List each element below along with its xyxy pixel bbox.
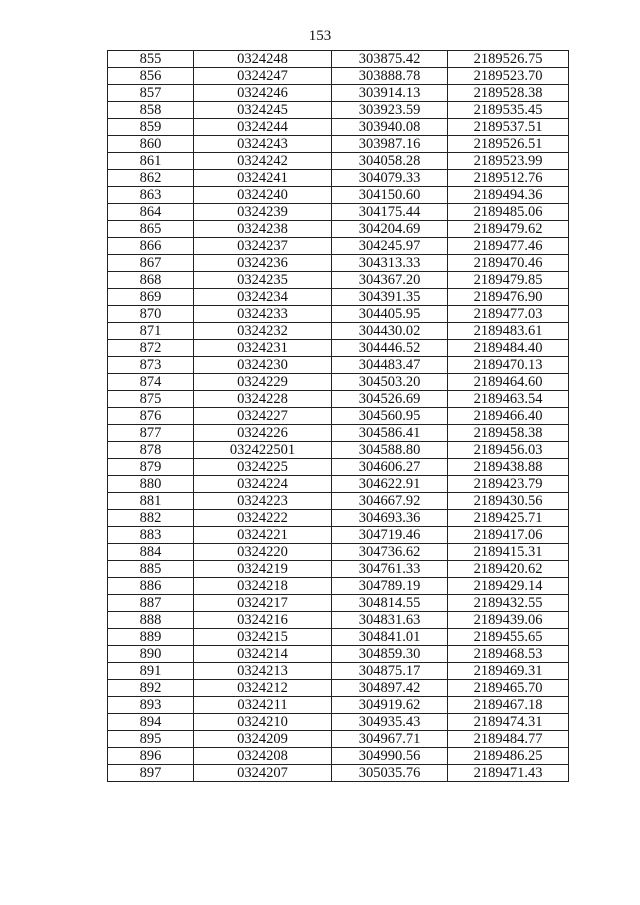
row-number-cell: 874: [108, 374, 194, 391]
x-coordinate-cell: 304667.92: [332, 493, 448, 510]
row-number-cell: 872: [108, 340, 194, 357]
table-row: [108, 408, 569, 425]
y-coordinate-cell: 2189464.60: [448, 374, 569, 391]
point-id-cell: 0324218: [194, 578, 332, 595]
point-id-cell: 0324241: [194, 170, 332, 187]
table-row: [108, 425, 569, 442]
table-row: [108, 612, 569, 629]
point-id-cell: 0324216: [194, 612, 332, 629]
y-coordinate-cell: 2189429.14: [448, 578, 569, 595]
x-coordinate-cell: 304391.35: [332, 289, 448, 306]
x-coordinate-cell: 304719.46: [332, 527, 448, 544]
row-number-cell: 895: [108, 731, 194, 748]
row-number-cell: 863: [108, 187, 194, 204]
point-id-cell: 0324245: [194, 102, 332, 119]
y-coordinate-cell: 2189467.18: [448, 697, 569, 714]
row-number-cell: 885: [108, 561, 194, 578]
point-id-cell: 0324222: [194, 510, 332, 527]
point-id-cell: 0324238: [194, 221, 332, 238]
x-coordinate-cell: 304245.97: [332, 238, 448, 255]
table-row: [108, 102, 569, 119]
table-row: [108, 119, 569, 136]
point-id-cell: 0324223: [194, 493, 332, 510]
point-id-cell: 032422501: [194, 442, 332, 459]
y-coordinate-cell: 2189479.62: [448, 221, 569, 238]
x-coordinate-cell: 304990.56: [332, 748, 448, 765]
x-coordinate-cell: 304875.17: [332, 663, 448, 680]
table-row: [108, 629, 569, 646]
row-number-cell: 896: [108, 748, 194, 765]
row-number-cell: 888: [108, 612, 194, 629]
y-coordinate-cell: 2189484.40: [448, 340, 569, 357]
table-row: [108, 510, 569, 527]
y-coordinate-cell: 2189485.06: [448, 204, 569, 221]
y-coordinate-cell: 2189476.90: [448, 289, 569, 306]
x-coordinate-cell: 304897.42: [332, 680, 448, 697]
table-row: [108, 680, 569, 697]
row-number-cell: 884: [108, 544, 194, 561]
table-row: [108, 51, 569, 68]
table-row: [108, 476, 569, 493]
x-coordinate-cell: 304204.69: [332, 221, 448, 238]
x-coordinate-cell: 304150.60: [332, 187, 448, 204]
x-coordinate-cell: 303940.08: [332, 119, 448, 136]
y-coordinate-cell: 2189430.56: [448, 493, 569, 510]
x-coordinate-cell: 304859.30: [332, 646, 448, 663]
row-number-cell: 891: [108, 663, 194, 680]
y-coordinate-cell: 2189471.43: [448, 765, 569, 782]
y-coordinate-cell: 2189470.46: [448, 255, 569, 272]
point-id-cell: 0324209: [194, 731, 332, 748]
y-coordinate-cell: 2189432.55: [448, 595, 569, 612]
point-id-cell: 0324208: [194, 748, 332, 765]
point-id-cell: 0324232: [194, 323, 332, 340]
table-row: [108, 357, 569, 374]
y-coordinate-cell: 2189469.31: [448, 663, 569, 680]
coordinates-table: [107, 50, 569, 782]
y-coordinate-cell: 2189484.77: [448, 731, 569, 748]
row-number-cell: 883: [108, 527, 194, 544]
x-coordinate-cell: 304588.80: [332, 442, 448, 459]
row-number-cell: 868: [108, 272, 194, 289]
table-row: [108, 765, 569, 782]
row-number-cell: 873: [108, 357, 194, 374]
row-number-cell: 859: [108, 119, 194, 136]
table-row: [108, 323, 569, 340]
row-number-cell: 881: [108, 493, 194, 510]
y-coordinate-cell: 2189458.38: [448, 425, 569, 442]
y-coordinate-cell: 2189477.46: [448, 238, 569, 255]
table-body: [108, 51, 569, 782]
table-row: [108, 595, 569, 612]
table-row: [108, 306, 569, 323]
x-coordinate-cell: 304736.62: [332, 544, 448, 561]
point-id-cell: 0324240: [194, 187, 332, 204]
x-coordinate-cell: 304560.95: [332, 408, 448, 425]
point-id-cell: 0324248: [194, 51, 332, 68]
row-number-cell: 875: [108, 391, 194, 408]
y-coordinate-cell: 2189483.61: [448, 323, 569, 340]
y-coordinate-cell: 2189420.62: [448, 561, 569, 578]
table-row: [108, 493, 569, 510]
y-coordinate-cell: 2189468.53: [448, 646, 569, 663]
row-number-cell: 869: [108, 289, 194, 306]
point-id-cell: 0324246: [194, 85, 332, 102]
x-coordinate-cell: 304526.69: [332, 391, 448, 408]
table-row: [108, 204, 569, 221]
x-coordinate-cell: 304761.33: [332, 561, 448, 578]
point-id-cell: 0324226: [194, 425, 332, 442]
x-coordinate-cell: 304405.95: [332, 306, 448, 323]
row-number-cell: 877: [108, 425, 194, 442]
point-id-cell: 0324239: [194, 204, 332, 221]
row-number-cell: 865: [108, 221, 194, 238]
x-coordinate-cell: 303923.59: [332, 102, 448, 119]
y-coordinate-cell: 2189479.85: [448, 272, 569, 289]
point-id-cell: 0324233: [194, 306, 332, 323]
x-coordinate-cell: 304935.43: [332, 714, 448, 731]
table-row: [108, 85, 569, 102]
y-coordinate-cell: 2189477.03: [448, 306, 569, 323]
x-coordinate-cell: 304446.52: [332, 340, 448, 357]
table-row: [108, 68, 569, 85]
point-id-cell: 0324225: [194, 459, 332, 476]
point-id-cell: 0324243: [194, 136, 332, 153]
row-number-cell: 856: [108, 68, 194, 85]
table-row: [108, 527, 569, 544]
row-number-cell: 879: [108, 459, 194, 476]
point-id-cell: 0324236: [194, 255, 332, 272]
y-coordinate-cell: 2189423.79: [448, 476, 569, 493]
table-row: [108, 391, 569, 408]
row-number-cell: 889: [108, 629, 194, 646]
table-row: [108, 238, 569, 255]
x-coordinate-cell: 304967.71: [332, 731, 448, 748]
row-number-cell: 894: [108, 714, 194, 731]
point-id-cell: 0324212: [194, 680, 332, 697]
point-id-cell: 0324224: [194, 476, 332, 493]
table-row: [108, 272, 569, 289]
y-coordinate-cell: 2189474.31: [448, 714, 569, 731]
point-id-cell: 0324228: [194, 391, 332, 408]
y-coordinate-cell: 2189463.54: [448, 391, 569, 408]
x-coordinate-cell: 304841.01: [332, 629, 448, 646]
y-coordinate-cell: 2189526.75: [448, 51, 569, 68]
table-row: [108, 748, 569, 765]
row-number-cell: 882: [108, 510, 194, 527]
row-number-cell: 876: [108, 408, 194, 425]
point-id-cell: 0324231: [194, 340, 332, 357]
y-coordinate-cell: 2189486.25: [448, 748, 569, 765]
y-coordinate-cell: 2189526.51: [448, 136, 569, 153]
table-row: [108, 731, 569, 748]
x-coordinate-cell: 304814.55: [332, 595, 448, 612]
row-number-cell: 897: [108, 765, 194, 782]
table-row: [108, 187, 569, 204]
x-coordinate-cell: 304622.91: [332, 476, 448, 493]
x-coordinate-cell: 304789.19: [332, 578, 448, 595]
x-coordinate-cell: 304430.02: [332, 323, 448, 340]
x-coordinate-cell: 304175.44: [332, 204, 448, 221]
point-id-cell: 0324235: [194, 272, 332, 289]
y-coordinate-cell: 2189438.88: [448, 459, 569, 476]
table-row: [108, 646, 569, 663]
point-id-cell: 0324227: [194, 408, 332, 425]
row-number-cell: 860: [108, 136, 194, 153]
row-number-cell: 857: [108, 85, 194, 102]
table-row: [108, 663, 569, 680]
table-row: [108, 561, 569, 578]
point-id-cell: 0324229: [194, 374, 332, 391]
row-number-cell: 861: [108, 153, 194, 170]
y-coordinate-cell: 2189456.03: [448, 442, 569, 459]
point-id-cell: 0324234: [194, 289, 332, 306]
point-id-cell: 0324219: [194, 561, 332, 578]
y-coordinate-cell: 2189528.38: [448, 85, 569, 102]
y-coordinate-cell: 2189466.40: [448, 408, 569, 425]
table-row: [108, 459, 569, 476]
point-id-cell: 0324244: [194, 119, 332, 136]
page-number: 153: [308, 28, 332, 44]
table-row: [108, 340, 569, 357]
point-id-cell: 0324221: [194, 527, 332, 544]
table-row: [108, 153, 569, 170]
x-coordinate-cell: 303987.16: [332, 136, 448, 153]
y-coordinate-cell: 2189425.71: [448, 510, 569, 527]
row-number-cell: 862: [108, 170, 194, 187]
point-id-cell: 0324211: [194, 697, 332, 714]
x-coordinate-cell: 304606.27: [332, 459, 448, 476]
table-row: [108, 697, 569, 714]
row-number-cell: 892: [108, 680, 194, 697]
point-id-cell: 0324242: [194, 153, 332, 170]
table-row: [108, 136, 569, 153]
y-coordinate-cell: 2189417.06: [448, 527, 569, 544]
x-coordinate-cell: 304919.62: [332, 697, 448, 714]
row-number-cell: 870: [108, 306, 194, 323]
x-coordinate-cell: 304367.20: [332, 272, 448, 289]
x-coordinate-cell: 303914.13: [332, 85, 448, 102]
point-id-cell: 0324247: [194, 68, 332, 85]
point-id-cell: 0324214: [194, 646, 332, 663]
row-number-cell: 890: [108, 646, 194, 663]
y-coordinate-cell: 2189494.36: [448, 187, 569, 204]
table-row: [108, 289, 569, 306]
y-coordinate-cell: 2189523.70: [448, 68, 569, 85]
y-coordinate-cell: 2189415.31: [448, 544, 569, 561]
row-number-cell: 855: [108, 51, 194, 68]
y-coordinate-cell: 2189465.70: [448, 680, 569, 697]
table-row: [108, 578, 569, 595]
x-coordinate-cell: 305035.76: [332, 765, 448, 782]
point-id-cell: 0324220: [194, 544, 332, 561]
point-id-cell: 0324237: [194, 238, 332, 255]
row-number-cell: 858: [108, 102, 194, 119]
row-number-cell: 866: [108, 238, 194, 255]
table-row: [108, 442, 569, 459]
table-row: [108, 255, 569, 272]
row-number-cell: 878: [108, 442, 194, 459]
y-coordinate-cell: 2189455.65: [448, 629, 569, 646]
table-row: [108, 170, 569, 187]
point-id-cell: 0324217: [194, 595, 332, 612]
table-row: [108, 714, 569, 731]
x-coordinate-cell: 304693.36: [332, 510, 448, 527]
point-id-cell: 0324213: [194, 663, 332, 680]
y-coordinate-cell: 2189470.13: [448, 357, 569, 374]
y-coordinate-cell: 2189439.06: [448, 612, 569, 629]
row-number-cell: 886: [108, 578, 194, 595]
x-coordinate-cell: 304058.28: [332, 153, 448, 170]
row-number-cell: 871: [108, 323, 194, 340]
x-coordinate-cell: 304079.33: [332, 170, 448, 187]
point-id-cell: 0324230: [194, 357, 332, 374]
table-row: [108, 544, 569, 561]
row-number-cell: 893: [108, 697, 194, 714]
y-coordinate-cell: 2189523.99: [448, 153, 569, 170]
point-id-cell: 0324207: [194, 765, 332, 782]
x-coordinate-cell: 304313.33: [332, 255, 448, 272]
point-id-cell: 0324210: [194, 714, 332, 731]
y-coordinate-cell: 2189537.51: [448, 119, 569, 136]
x-coordinate-cell: 303875.42: [332, 51, 448, 68]
row-number-cell: 880: [108, 476, 194, 493]
point-id-cell: 0324215: [194, 629, 332, 646]
x-coordinate-cell: 304831.63: [332, 612, 448, 629]
y-coordinate-cell: 2189512.76: [448, 170, 569, 187]
x-coordinate-cell: 304483.47: [332, 357, 448, 374]
x-coordinate-cell: 304586.41: [332, 425, 448, 442]
row-number-cell: 867: [108, 255, 194, 272]
y-coordinate-cell: 2189535.45: [448, 102, 569, 119]
table-row: [108, 221, 569, 238]
row-number-cell: 887: [108, 595, 194, 612]
x-coordinate-cell: 304503.20: [332, 374, 448, 391]
row-number-cell: 864: [108, 204, 194, 221]
table-row: [108, 374, 569, 391]
x-coordinate-cell: 303888.78: [332, 68, 448, 85]
